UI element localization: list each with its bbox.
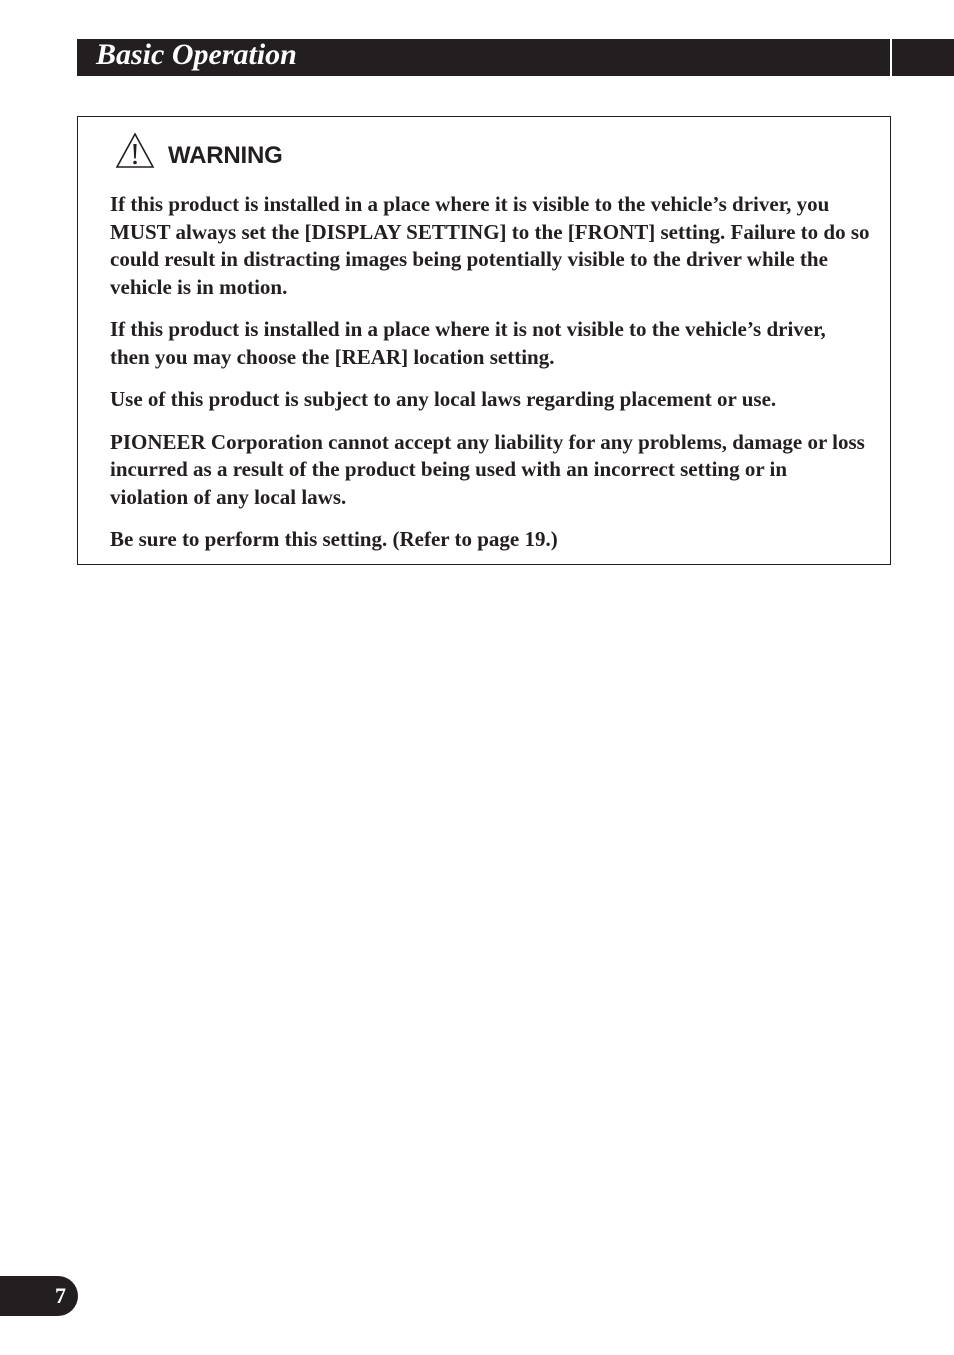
warning-paragraph: If this product is installed in a place where it is not visible to the vehicle’s driver, then you may choose the [REAR] location setting. bbox=[110, 317, 826, 369]
section-header-tab bbox=[892, 39, 954, 76]
warning-body bbox=[110, 191, 870, 569]
page-number-tab bbox=[0, 1276, 78, 1316]
section-title: Basic Operation bbox=[96, 38, 297, 71]
warning-label: WARNING bbox=[168, 142, 283, 169]
warning-header bbox=[114, 131, 283, 171]
warning-box bbox=[77, 116, 891, 565]
page-number: 7 bbox=[55, 1283, 66, 1308]
warning-triangle-icon bbox=[114, 131, 156, 171]
warning-paragraph: Be sure to perform this setting. (Refer to page 19.) bbox=[110, 527, 558, 551]
warning-paragraph: Use of this product is subject to any local laws regarding placement or use. bbox=[110, 387, 777, 411]
warning-paragraph: If this product is installed in a place where it is visible to the vehicle’s driver, you MUST always set the [DISPLAY SETTING] to the [FRONT] setting. Failure to do so could result in distracting images being potentially visible to the driver while the vehicle is in motion. bbox=[110, 192, 870, 299]
warning-paragraph: PIONEER Corporation cannot accept any liability for any problems, damage or loss incurred as a result of the product being used with an incorrect setting or in violation of any local laws. bbox=[110, 429, 865, 509]
